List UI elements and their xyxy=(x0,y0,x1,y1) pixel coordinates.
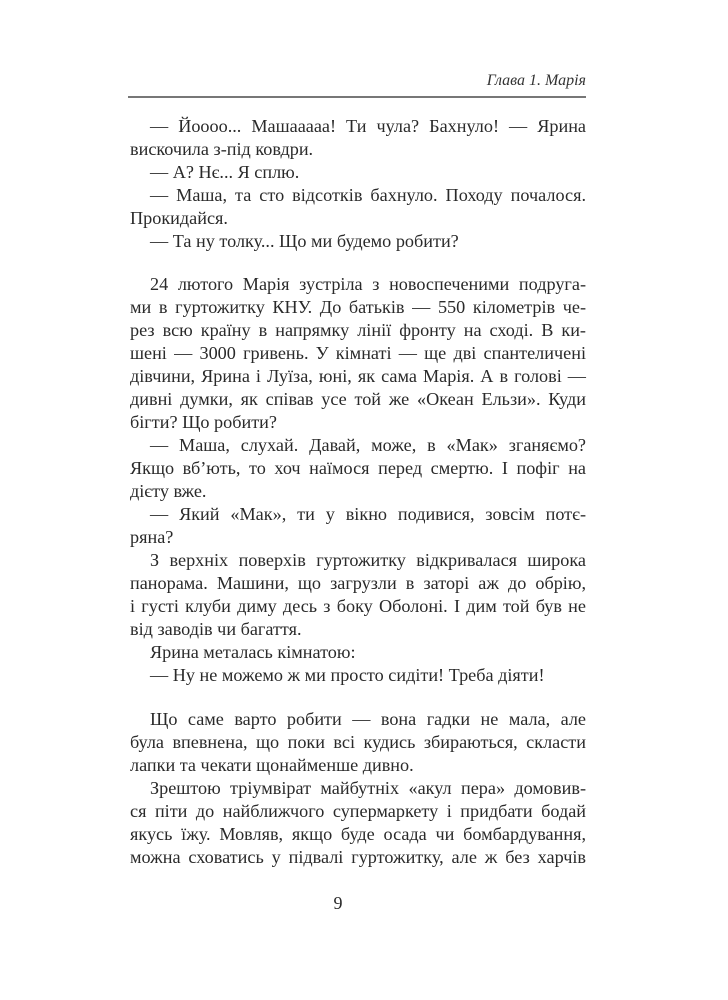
header-rule xyxy=(128,96,586,98)
text-line: бігти? Що робити? xyxy=(130,412,277,432)
text-line: ряна? xyxy=(130,527,174,547)
text-line: — Йоооо... Машааааа! Ти чула? Бахнуло! — Ярина xyxy=(150,116,586,136)
text-line: — Маша, слухай. Давай, може, в «Мак» зганяємо? xyxy=(150,435,586,455)
text-line: лапки та чекати щонайменше дивно. xyxy=(130,755,414,775)
text-line: — Та ну толку... Що ми будемо робити? xyxy=(150,231,459,251)
text-line: вискочила з-під ковдри. xyxy=(130,139,314,159)
text-line: — Ну не можемо ж ми просто сидіти! Треба діяти! xyxy=(150,665,545,685)
text-line: можна сховатись у підвалі гуртожитку, але ж без харчів xyxy=(130,847,586,867)
text-line: — Який «Мак», ти у вікно подивися, зовсім потє- xyxy=(150,504,586,524)
text-line: ся піти до найближчого супермаркету і придбати бодай xyxy=(130,801,586,821)
text-line: від заводів чи багаття. xyxy=(130,619,302,639)
text-line: якусь їжу. Мовляв, якщо буде осада чи бомбардування, xyxy=(130,824,586,844)
text-line: і густі клуби диму десь з боку Оболоні. І дим той був не xyxy=(130,596,586,616)
text-line: З верхніх поверхів гуртожитку відкривалася широка xyxy=(150,550,586,570)
text-line: Зрештою тріумвірат майбутніх «акул пера» домовив- xyxy=(150,778,586,798)
running-header: Глава 1. Марія xyxy=(486,72,586,89)
text-line: шені — 3000 гривень. У кімнаті — ще дві спантеличені xyxy=(130,343,586,363)
text-line: ми в гуртожитку КНУ. До батьків — 550 кілометрів че- xyxy=(130,297,586,317)
text-line: Що саме варто робити — вона гадки не мала, але xyxy=(150,709,586,729)
text-line: 24 лютого Марія зустріла з новоспеченими подруга- xyxy=(150,274,586,294)
text-line: — А? Нє... Я сплю. xyxy=(150,162,300,182)
text-line: дієту вже. xyxy=(130,481,207,501)
text-line: Ярина металась кімнатою: xyxy=(150,642,356,662)
text-line: рез всю країну в напрямку лінії фронту на сході. В ки- xyxy=(130,320,586,340)
text-line: Прокидайся. xyxy=(130,208,228,228)
text-line: дивні думки, як співав усе той же «Океан Ельзи». Куди xyxy=(130,389,586,409)
section-break xyxy=(130,253,586,273)
text-line: дівчини, Ярина і Луїза, юні, як сама Марія. А в голові — xyxy=(130,366,586,386)
text-line: панорама. Машини, що загрузли в заторі аж до обрію, xyxy=(130,573,586,593)
page-body xyxy=(130,115,586,869)
page-number: 9 xyxy=(333,893,343,913)
text-line: була впевнена, що поки всі кудись збираються, скласти xyxy=(130,732,586,752)
text-line: Якщо вб’ють, то хоч наїмося перед смертю. І пофіг на xyxy=(130,458,586,478)
text-line: — Маша, та сто відсотків бахнуло. Походу почалося. xyxy=(150,185,586,205)
section-break xyxy=(130,687,586,708)
